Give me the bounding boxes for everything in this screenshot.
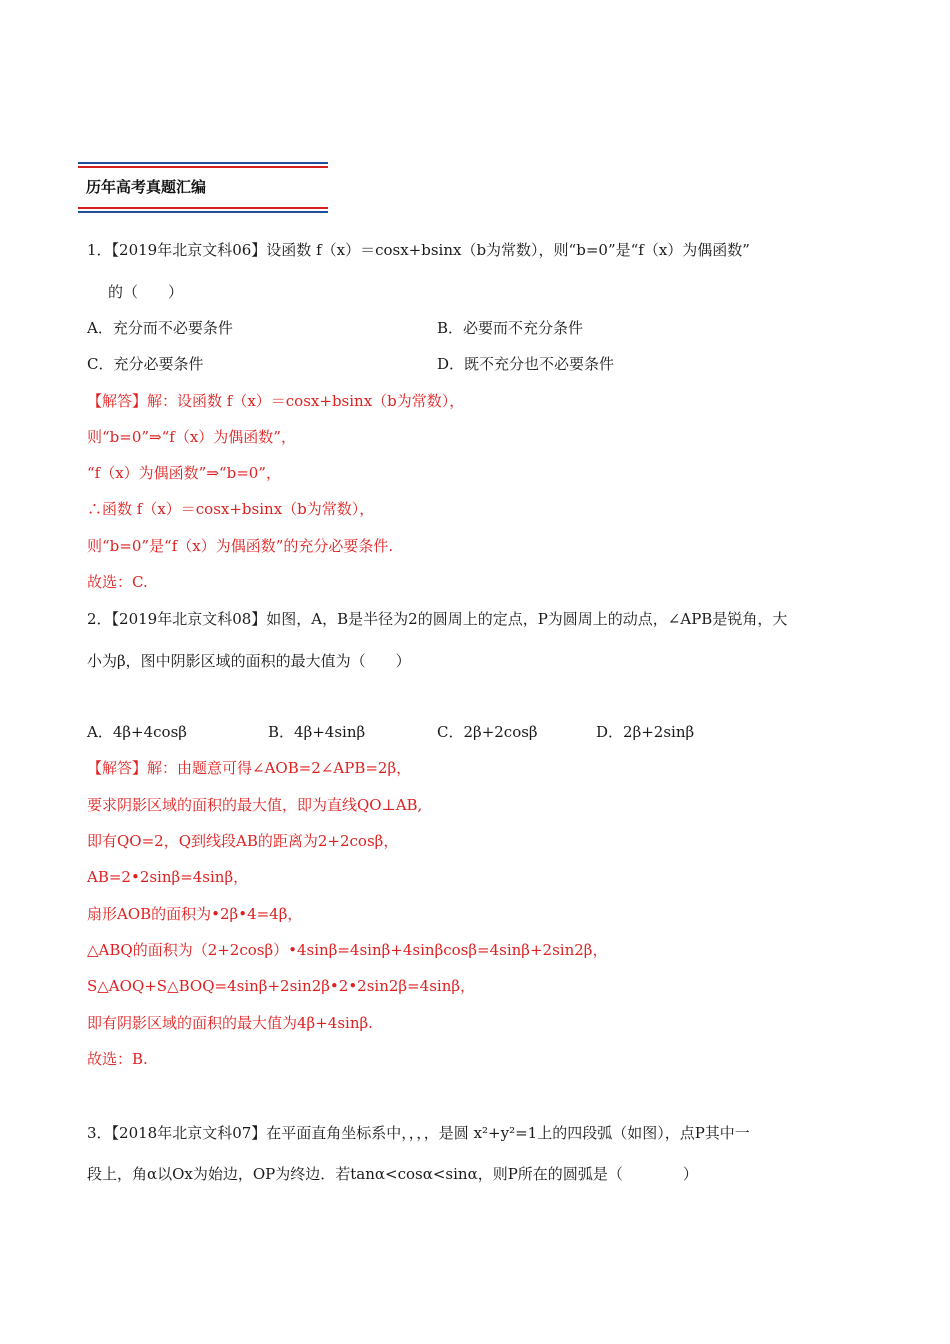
q2-solution-line: S△AOQ+S△BOQ=4sinβ+2sin2β•2•2sin2β=4sinβ，: [87, 977, 476, 995]
header-rule-bottom-blue: [78, 211, 328, 213]
q1-stem-line1: 1．【2019年北京文科06】设函数 f（x）＝cosx+bsinx（b为常数），则“b=0”是“f（x）为偶函数”: [87, 241, 750, 259]
q1-solution-line: 【解答】解：设函数 f（x）＝cosx+bsinx（b为常数），: [87, 392, 465, 410]
header-rule-bottom-red: [78, 207, 328, 209]
q2-solution-line: 要求阴影区域的面积的最大值，即为直线QO⊥AB,: [87, 796, 423, 814]
q2-solution-line: 【解答】解：由题意可得∠AOB=2∠APB=2β，: [87, 759, 412, 777]
q1-option-c: C．充分必要条件: [87, 355, 204, 373]
q2-option-a: A．4β+4cosβ: [87, 723, 187, 741]
q1-option-d: D．既不充分也不必要条件: [437, 355, 615, 373]
q1-solution-line: 则“b=0”⇒“f（x）为偶函数”，: [87, 428, 296, 446]
q2-solution-line: 扇形AOB的面积为•2β•4=4β，: [87, 905, 303, 923]
header-rule-top-blue: [78, 162, 328, 164]
q1-stem-line2: 的（ ）: [108, 283, 184, 301]
q1-solution-line: “f（x）为偶函数”⇒“b=0”，: [87, 464, 281, 482]
q2-solution-line: AB=2•2sinβ=4sinβ，: [87, 868, 249, 886]
section-header: [78, 162, 328, 215]
q3-stem-line2: 段上，角α以Ox为始边，OP为终边．若tanα<cosα<sinα，则P所在的圆弧是（ ）: [87, 1165, 698, 1183]
q1-option-a: A．充分而不必要条件: [87, 319, 233, 337]
q2-solution-line: 即有QO=2，Q到线段AB的距离为2+2cosβ，: [87, 832, 399, 850]
q1-solution-line: 则“b=0”是“f（x）为偶函数”的充分必要条件.: [87, 537, 394, 555]
q2-option-c: C．2β+2cosβ: [437, 723, 538, 741]
q2-option-b: B．4β+4sinβ: [268, 723, 366, 741]
q1-option-b: B．必要而不充分条件: [437, 319, 584, 337]
q2-solution-line: △ABQ的面积为（2+2cosβ）•4sinβ=4sinβ+4sinβcosβ=4sinβ+2sin2β，: [87, 941, 608, 959]
q2-solution-line: 即有阴影区域的面积的最大值为4β+4sinβ.: [87, 1014, 373, 1032]
q2-option-d: D．2β+2sinβ: [596, 723, 695, 741]
q2-answer: 故选：B.: [87, 1050, 148, 1068]
q1-solution-line: ∴函数 f（x）＝cosx+bsinx（b为常数），: [87, 500, 375, 518]
q2-stem-line1: 2．【2019年北京文科08】如图，A，B是半径为2的圆周上的定点，P为圆周上的动点，∠APB是锐角，大: [87, 610, 788, 628]
header-rule-top-red: [78, 166, 328, 168]
q2-stem-line2: 小为β，图中阴影区域的面积的最大值为（ ）: [87, 652, 411, 670]
q1-answer: 故选：C.: [87, 573, 148, 591]
section-title: 历年高考真题汇编: [86, 178, 207, 196]
q3-stem-line1: 3．【2018年北京文科07】在平面直角坐标系中，，，，是圆 x²+y²=1上的四段弧（如图），点P其中一: [87, 1124, 750, 1142]
